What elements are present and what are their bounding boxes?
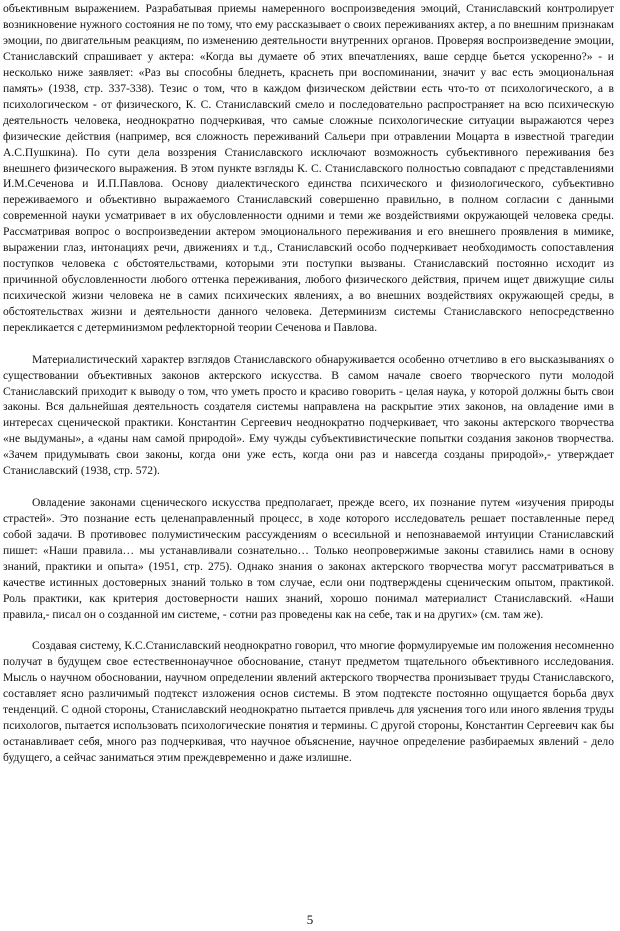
- body-text: [3, 1, 614, 766]
- page-number: 5: [306, 912, 314, 927]
- paragraph-3: Овладение законами сценического искусства предполагает, прежде всего, их познание путем «изучения природы страстей». Это познание есть целенаправленный процесс, в ходе которого исследователь решает поставленные перед собой задачи. В противовес полумистическим рассуждениям о всесильной и непознаваемой интуиции Станиславский пишет: «Наши правила… мы устанавливали сознательно… Только неопровержимые законы ставились нами в основу знаний, практики и опыта» (1951, стр. 275). Однако знания о законах актерского творчества могут рассматриваться в качестве истинных достоверных знаний только в том случае, если они подтверждены сценическим опытом, практикой. Роль практики, как критерия достоверности наших знаний, хорошо понимал материалист Станиславский. «Наши правила,- писал он о созданной им системе, - сотни раз проведены как на себе, так и на других» (см. там же).: [3, 495, 614, 621]
- paragraph-1: объективным выражением. Разрабатывая приемы намеренного воспроизведения эмоций, Станиславский контролирует возникновение нужного состояния не по тому, что ему рассказывает о своих переживаниях актер, а по внешним признакам эмоции, по двигательным реакциям, по изменению деятельности внутренних органов. Проверяя воспроизведение эмоции, Станиславский спрашивает у актера: «Когда вы думаете об этих впечатлениях, ваше сердце бьется ускоренно?» - и несколько ниже заявляет: «Раз вы способны бледнеть, краснеть при воспоминании, значит у вас есть эмоциональная память» (1938, стр. 337-338). Тезис о том, что в каждом физическом действии есть что-то от психологического, а в психологическом - от физического, К. С. Станиславский смело и последовательно распространяет на всю психическую деятельность человека, неоднократно подчеркивая, что самые сложные психологические ситуации выражаются через физические действия (например, вся сложность переживаний Сальери при отравлении Моцарта в известной трагедии А.С.Пушкина). По сути дела воззрения Станиславского исключают возможность субъективного переживания без внешнего физического выражения. В этом пункте взгляды К. С. Станиславского полностью совпадают с представлениями И.М.Сеченова и И.П.Павлова. Основу диалектического единства психического и физиологического, субъективно переживаемого и объективно выражаемого Станиславский совершенно правильно, в полном согласии с данными современной науки усматривает в их обусловленности одними и теми же воздействиями окружающей человека среды. Рассматривая вопрос о воспроизведении актером эмоционального переживания и его внешнего проявления в мимике, выражении глаз, интонациях речи, движениях и т.д., Станиславский особо подчеркивает необходимость сопоставления поступков человека с обстоятельствами, которыми эти поступки вызваны. Станиславский постоянно исходит из причинной обусловленности любого оттенка переживания, любого физического действия, причем ищет движущие силы психической жизни человека не в самих психических явлениях, а во внешних воздействиях окружающей среды, в обстоятельствах жизни и деятельности данного человека. Детерминизм системы Станиславского непосредственно перекликается с детерминизмом рефлекторной теории Сеченова и Павлова.: [3, 2, 614, 335]
- paragraph-2: Материалистический характер взглядов Станиславского обнаруживается особенно отчетливо в его высказываниях о существовании объективных законов актерского искусства. В самом начале своего творческого пути молодой Станиславский приходит к выводу о том, что уметь просто и красиво говорить - целая наука, у которой должны быть свои законы. Вся дальнейшая деятельность создателя системы направлена на раскрытие этих законов, на овладение ими в интересах сценической практики. Константин Сергеевич неоднократно подчеркивает, что законы актерского творчества «не выдуманы», а «даны нам самой природой». Ему чужды субъективистические попытки создания законов творчества. «Зачем придумывать свои законы, когда они уже есть, когда они раз и навсегда созданы природой»,- утверждает Станиславский (1938, стр. 572).: [3, 352, 614, 478]
- paragraph-4: Создавая систему, К.С.Станиславский неоднократно говорил, что многие формулируемые им положения несомненно получат в будущем свое естественнонаучное обоснование, станут предметом тщательного объективного исследования. Мысль о научном обосновании, научном определении явлений актерского творчества пронизывает труды Станиславского, составляет ясно различимый подтекст изложения основ системы. В этом подтексте постоянно ощущается борьба двух тенденций. С одной стороны, Станиславский неоднократно пытается привлечь для уяснения того или иного явления труды психологов, пытается использовать психологические понятия и термины. С другой стороны, Константин Сергеевич как бы останавливает себя, много раз подчеркивая, что научное объяснение, научное определение разбираемых явлений - дело будущего, а сейчас заниматься этим преждевременно и даже излишне.: [3, 639, 614, 764]
